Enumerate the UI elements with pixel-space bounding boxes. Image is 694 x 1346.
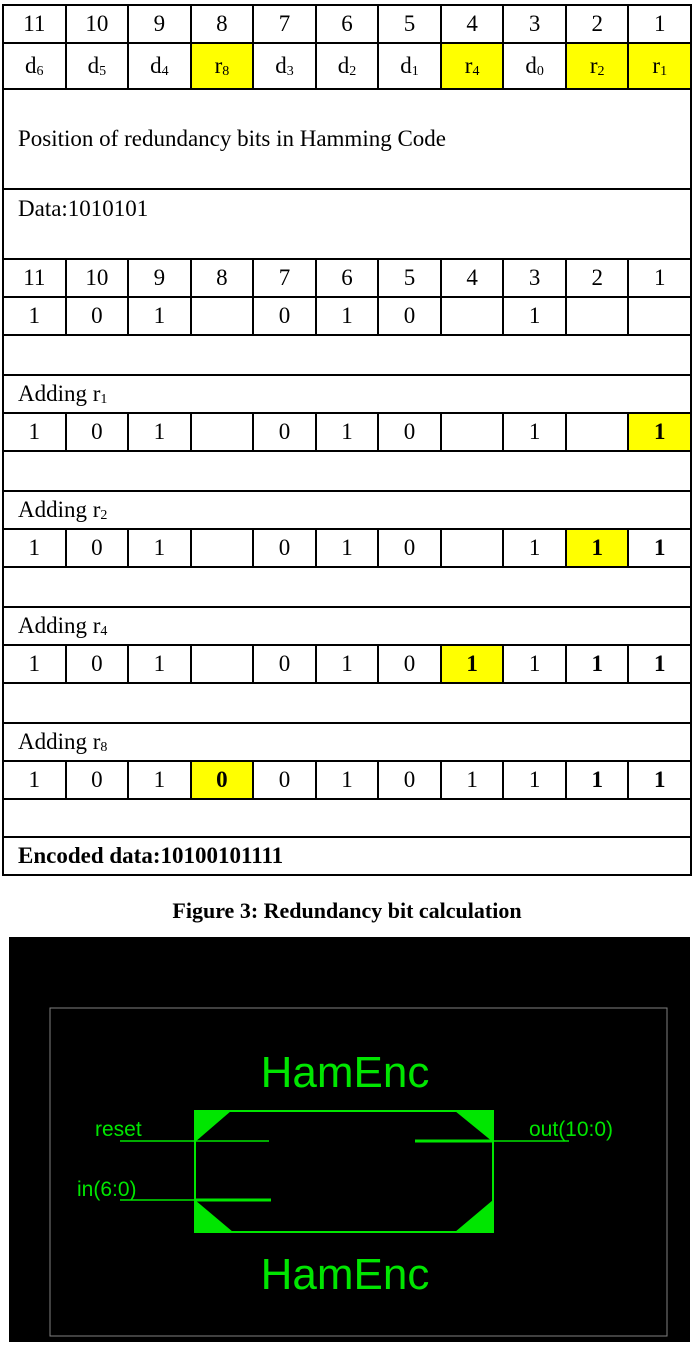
bit-label-subscript: 1 xyxy=(411,64,419,79)
bit-value-cell: 1 xyxy=(4,298,67,334)
bit-value-cell: 1 xyxy=(317,414,380,450)
redundancy-bit-label xyxy=(442,44,505,88)
bit-value-cell: 1 xyxy=(317,762,380,798)
bit-value-cell: 0 xyxy=(67,762,130,798)
bit-value-cell xyxy=(442,298,505,334)
bit-value-cell: 1 xyxy=(442,762,505,798)
bit-value-cell: 0 xyxy=(379,762,442,798)
step-label-subscript: 1 xyxy=(100,392,108,407)
hamming-table xyxy=(2,4,692,876)
step-label-row xyxy=(2,608,692,646)
redundancy-bit-label xyxy=(567,44,630,88)
bit-value-cell: 1 xyxy=(129,530,192,566)
bit-position-header-row xyxy=(2,4,692,44)
spacer-row xyxy=(2,336,692,376)
bit-position-cell: 11 xyxy=(4,260,67,296)
added-bit-cell: 0 xyxy=(192,762,255,798)
bit-label-subscript: 6 xyxy=(36,64,44,79)
data-bit-label xyxy=(504,44,567,88)
step-values-row xyxy=(2,646,692,684)
bit-label-subscript: 8 xyxy=(222,64,230,79)
encoded-data-row xyxy=(2,838,692,876)
bit-label-base: d xyxy=(337,53,350,78)
redundancy-bit-label xyxy=(192,44,255,88)
step-label-subscript: 4 xyxy=(100,624,108,639)
data-bit-label xyxy=(317,44,380,88)
bit-position-cell: 3 xyxy=(504,260,567,296)
step-values-row xyxy=(2,530,692,568)
bit-value-cell: 0 xyxy=(254,530,317,566)
bit-label-base: d xyxy=(150,53,162,78)
bit-value-cell: 1 xyxy=(504,646,567,682)
bit-value-cell: 1 xyxy=(317,298,380,334)
bit-value-cell: 1 xyxy=(4,646,67,682)
step-label: Adding r xyxy=(18,613,101,638)
bit-value-cell: 0 xyxy=(67,414,130,450)
bit-value-cell: 1 xyxy=(4,530,67,566)
added-bit-cell: 1 xyxy=(567,530,630,566)
bit-value-cell: 0 xyxy=(379,646,442,682)
bit-value-cell xyxy=(567,414,630,450)
bit-position-cell: 6 xyxy=(317,6,380,42)
bit-value-cell: 1 xyxy=(4,414,67,450)
bit-value-cell: 1 xyxy=(653,651,666,676)
block-name-bottom: HamEnc xyxy=(260,1250,430,1299)
bit-value-cell: 1 xyxy=(129,762,192,798)
bit-label-base: d xyxy=(275,53,287,78)
bit-value-cell: 0 xyxy=(379,414,442,450)
bit-label-base: r xyxy=(214,53,223,78)
data-value: Data:1010101 xyxy=(18,196,149,221)
bit-value-cell: 1 xyxy=(504,762,567,798)
bit-value-cell: 0 xyxy=(67,646,130,682)
bit-value-cell xyxy=(192,298,255,334)
schematic-svg xyxy=(9,937,690,1342)
bit-value-cell: 1 xyxy=(129,298,192,334)
bit-value-cell xyxy=(192,414,255,450)
bit-position-cell: 2 xyxy=(567,260,630,296)
data-bit-label xyxy=(129,44,192,88)
spacer-row xyxy=(2,800,692,838)
bit-value-cell xyxy=(442,414,505,450)
bit-value-cell: 1 xyxy=(653,767,666,792)
data-row xyxy=(2,190,692,260)
spacer-row xyxy=(2,568,692,608)
initial-data-row xyxy=(2,298,692,336)
bit-position-cell: 4 xyxy=(442,260,505,296)
bit-label-base: d xyxy=(525,53,537,78)
bit-position-cell: 10 xyxy=(67,6,130,42)
bit-label-base: r xyxy=(464,53,473,78)
bit-label-base: r xyxy=(589,53,598,78)
added-bit-cell: 1 xyxy=(442,646,505,682)
bit-value-cell: 0 xyxy=(254,646,317,682)
bit-position-cell: 11 xyxy=(4,6,67,42)
figure-caption: Figure 3: Redundancy bit calculation xyxy=(172,898,522,923)
bit-label-base: d xyxy=(87,53,100,78)
bit-label-subscript: 4 xyxy=(472,64,480,79)
bit-value-cell: 1 xyxy=(653,535,666,560)
data-bit-label xyxy=(67,44,130,88)
bit-value-cell: 0 xyxy=(67,298,130,334)
bit-position-cell: 10 xyxy=(67,260,130,296)
step-label-row xyxy=(2,724,692,762)
added-bit-cell: 1 xyxy=(629,414,690,450)
bit-label-subscript: 1 xyxy=(660,64,668,79)
data-bit-label xyxy=(379,44,442,88)
bit-value-cell: 1 xyxy=(567,762,630,798)
redundancy-bit-label xyxy=(629,44,690,88)
corner-bottom-right xyxy=(455,1200,493,1232)
bit-value-cell xyxy=(567,298,630,334)
bit-value-cell: 1 xyxy=(317,530,380,566)
step-label-subscript: 2 xyxy=(100,508,108,523)
bit-position-header-row-2 xyxy=(2,260,692,298)
step-label: Adding r xyxy=(18,381,101,406)
bit-value-cell xyxy=(192,530,255,566)
block-name-top: HamEnc xyxy=(260,1048,430,1097)
bit-label-subscript: 2 xyxy=(349,64,357,79)
bit-position-cell: 8 xyxy=(192,6,255,42)
redundancy-caption: Position of redundancy bits in Hamming Code xyxy=(18,126,447,151)
step-label: Adding r xyxy=(18,729,101,754)
bit-position-cell: 5 xyxy=(379,6,442,42)
bit-value-cell xyxy=(192,646,255,682)
bit-value-cell: 0 xyxy=(379,530,442,566)
corner-top-left xyxy=(195,1111,231,1142)
spacer-row xyxy=(2,684,692,724)
step-values-row xyxy=(2,762,692,800)
hamenc-schematic xyxy=(9,937,690,1342)
bit-value-cell: 0 xyxy=(254,762,317,798)
bit-label-base: r xyxy=(652,53,661,78)
bit-position-cell: 7 xyxy=(254,260,317,296)
bit-value-cell: 1 xyxy=(567,646,630,682)
step-label-row xyxy=(2,492,692,530)
bit-label-subscript: 4 xyxy=(161,64,169,79)
encoder-block xyxy=(195,1111,493,1232)
bit-value-cell: 1 xyxy=(129,646,192,682)
bit-value-cell: 1 xyxy=(317,646,380,682)
step-label-subscript: 8 xyxy=(100,740,108,755)
bit-position-cell: 8 xyxy=(192,260,255,296)
bit-position-cell: 4 xyxy=(442,6,505,42)
bit-label-base: d xyxy=(400,53,412,78)
step-values-row xyxy=(2,414,692,452)
bit-label-subscript: 2 xyxy=(597,64,605,79)
data-bit-label xyxy=(254,44,317,88)
bit-value-cell xyxy=(442,530,505,566)
bit-value-cell: 1 xyxy=(4,762,67,798)
bit-position-cell: 1 xyxy=(653,11,666,36)
corner-bottom-left xyxy=(195,1200,233,1232)
bit-value-cell xyxy=(629,298,690,334)
bit-position-cell: 7 xyxy=(254,6,317,42)
bit-label-row xyxy=(2,44,692,90)
bit-value-cell: 0 xyxy=(254,414,317,450)
bit-label-subscript: 5 xyxy=(99,64,107,79)
bit-label-base: d xyxy=(25,53,37,78)
reset-label: reset xyxy=(95,1118,142,1141)
bit-position-cell: 2 xyxy=(567,6,630,42)
bit-position-cell: 9 xyxy=(129,6,192,42)
bit-value-cell: 1 xyxy=(504,414,567,450)
bit-value-cell: 0 xyxy=(67,530,130,566)
spacer-row xyxy=(2,452,692,492)
out-label: out(10:0) xyxy=(529,1118,614,1141)
bit-position-cell: 6 xyxy=(317,260,380,296)
data-bit-label xyxy=(4,44,67,88)
bit-label-subscript: 3 xyxy=(286,64,294,79)
corner-top-right xyxy=(455,1111,493,1142)
step-label: Adding r xyxy=(18,497,101,522)
in-label: in(6:0) xyxy=(77,1178,137,1201)
bit-position-cell: 9 xyxy=(129,260,192,296)
bit-value-cell: 1 xyxy=(504,298,567,334)
bit-label-subscript: 0 xyxy=(536,64,544,79)
bit-position-cell: 5 xyxy=(379,260,442,296)
encoded-data: Encoded data:10100101111 xyxy=(18,843,284,868)
bit-position-cell: 1 xyxy=(653,265,666,290)
bit-value-cell: 0 xyxy=(379,298,442,334)
bit-value-cell: 1 xyxy=(129,414,192,450)
bit-value-cell: 1 xyxy=(504,530,567,566)
bit-value-cell: 0 xyxy=(254,298,317,334)
step-label-row xyxy=(2,376,692,414)
bit-position-cell: 3 xyxy=(504,6,567,42)
redundancy-caption-row xyxy=(2,90,692,190)
